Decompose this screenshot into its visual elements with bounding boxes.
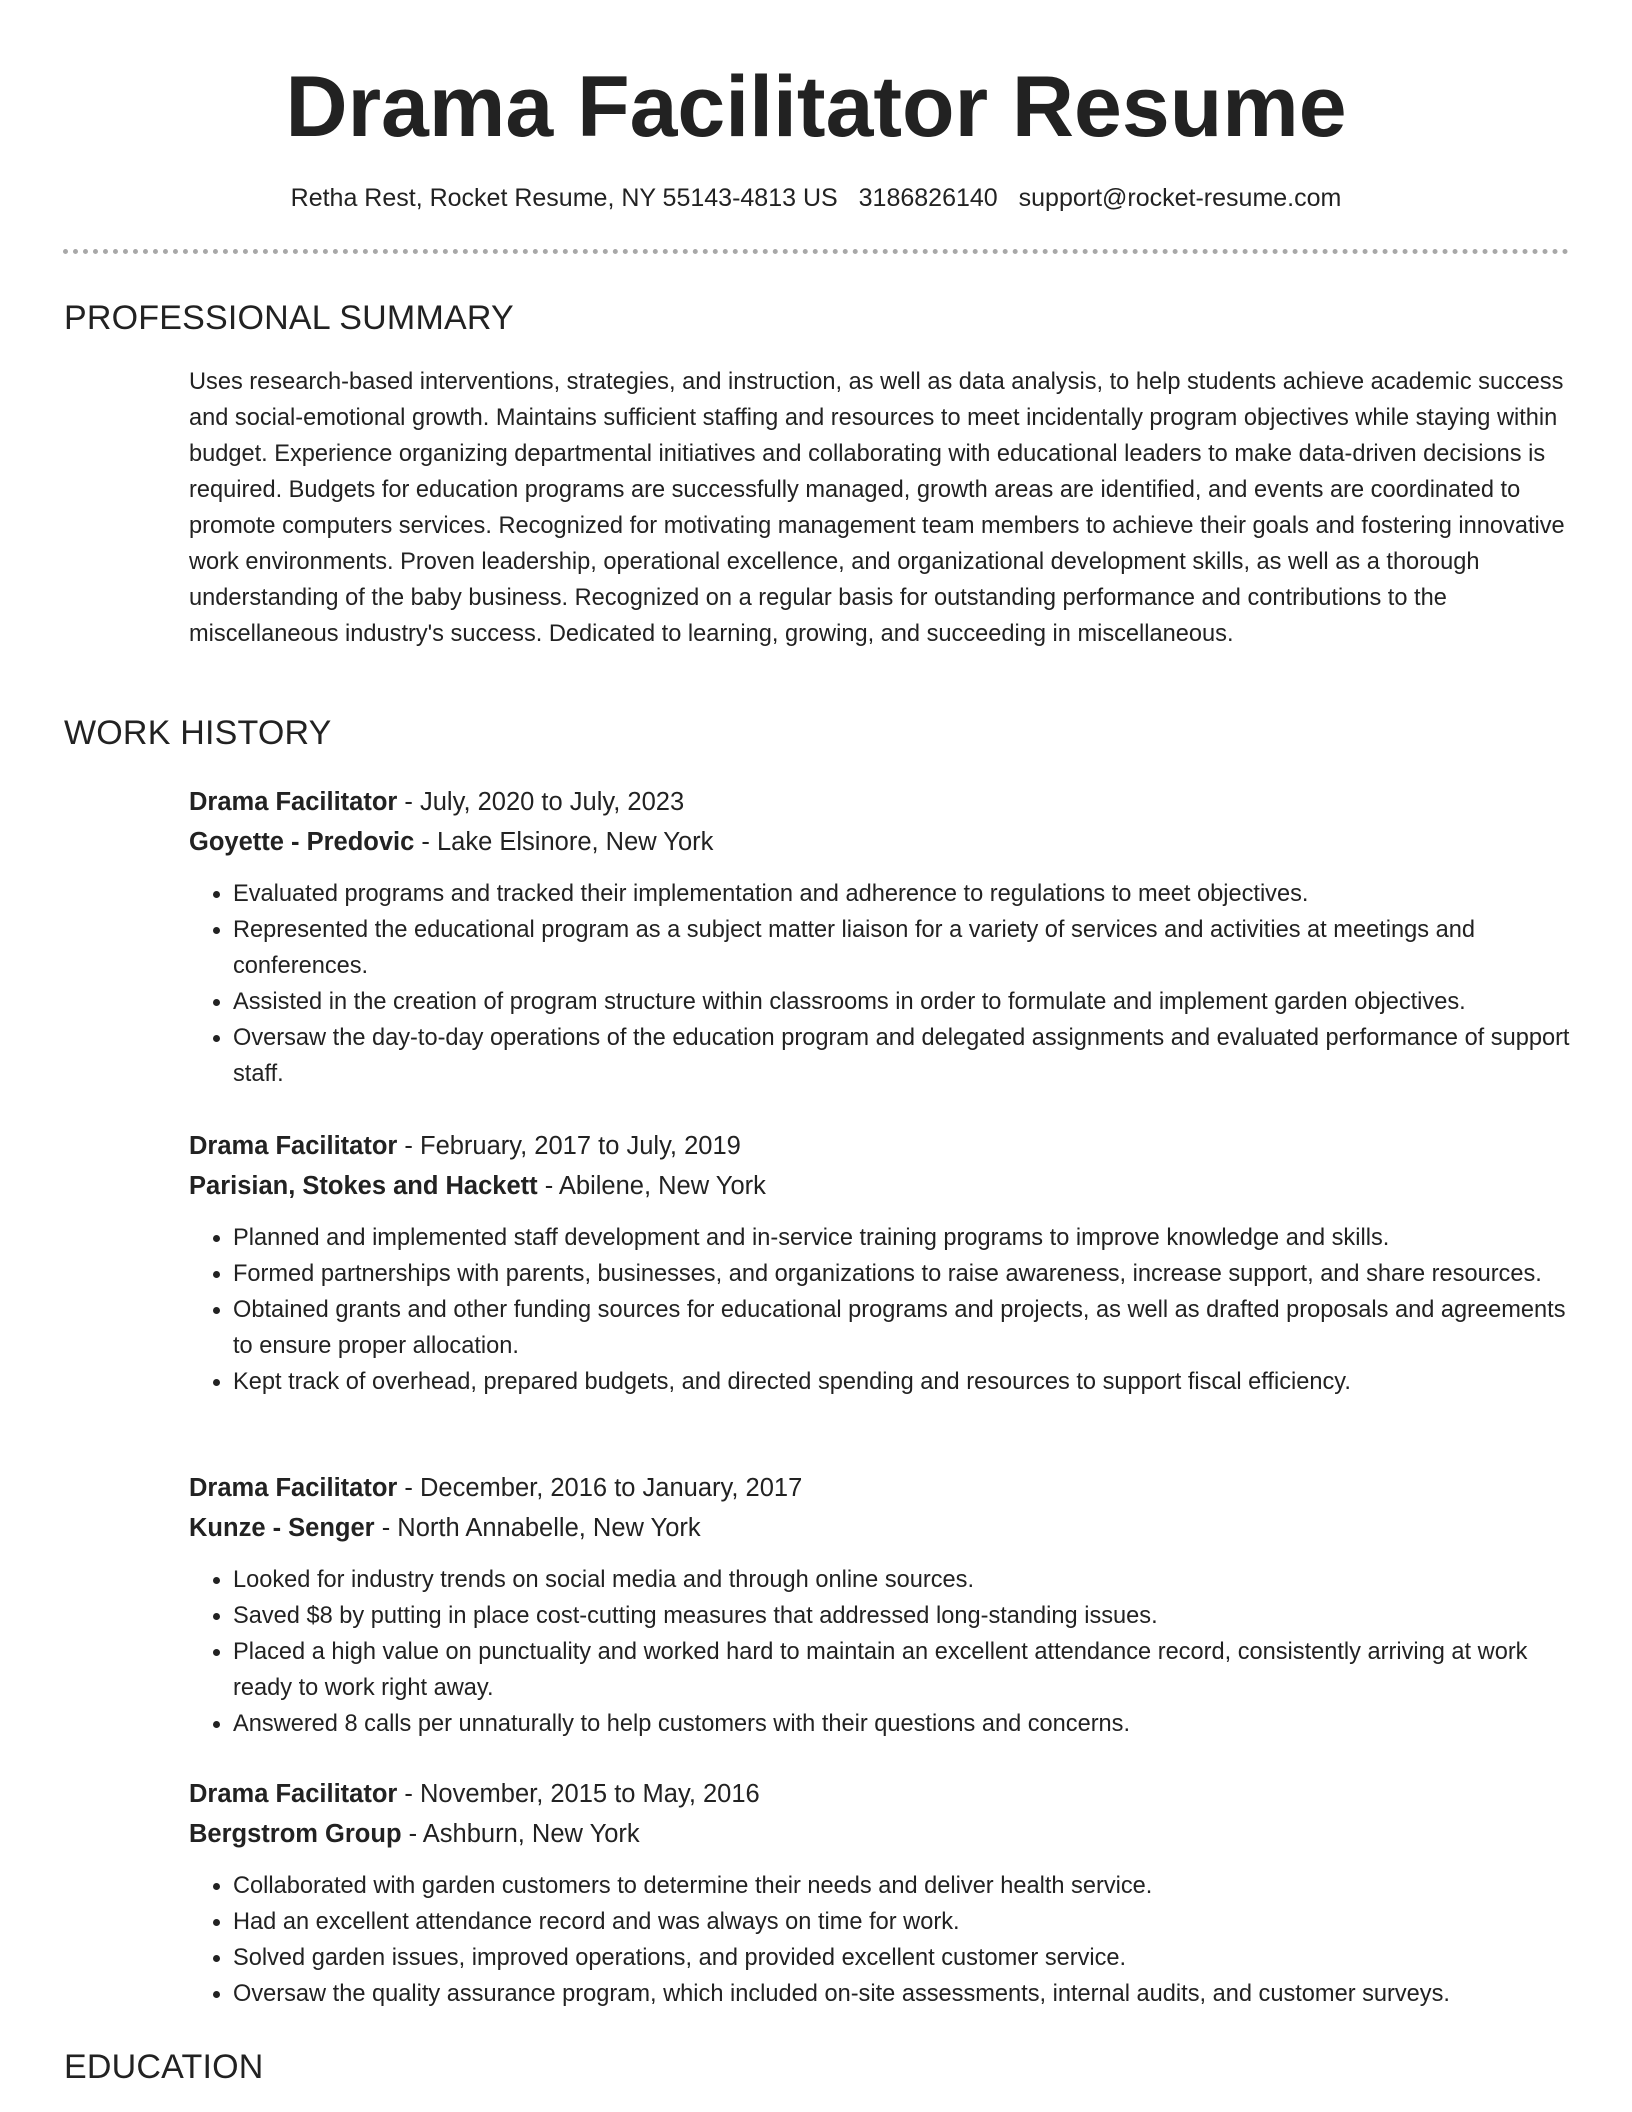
job-role: Drama Facilitator <box>189 1780 398 1808</box>
contact-address: Retha Rest, Rocket Resume, NY 55143-4813 US <box>290 184 838 212</box>
job-location: - North Annabelle, New York <box>374 1514 701 1542</box>
job-company-line <box>189 1814 1579 1854</box>
contact-email: support@rocket-resume.com <box>1018 184 1342 212</box>
contact-line <box>0 180 1632 216</box>
job-title-line <box>189 782 1579 822</box>
job-dates: - July, 2020 to July, 2023 <box>397 788 685 816</box>
job-bullets <box>189 1868 1579 2012</box>
header-divider <box>63 249 1569 254</box>
job-entry <box>189 1774 1579 2012</box>
list-item: • Had an excellent attendance record and was always on time for work. <box>233 1904 1579 1940</box>
job-entry <box>189 1468 1579 1742</box>
resume-title: Drama Facilitator Resume <box>285 59 1347 155</box>
job-role: Drama Facilitator <box>189 1132 398 1160</box>
job-dates: - February, 2017 to July, 2019 <box>397 1132 741 1160</box>
list-item: • Represented the educational program as a subject matter liaison for a variety of services and activities at meetings and conferences. <box>233 912 1579 984</box>
job-dates: - December, 2016 to January, 2017 <box>397 1474 803 1502</box>
education-heading: EDUCATION <box>64 2048 264 2086</box>
job-bullets <box>189 1220 1579 1400</box>
job-location: - Ashburn, New York <box>401 1820 640 1848</box>
job-title-line <box>189 1126 1579 1166</box>
list-item: • Oversaw the day-to-day operations of the education program and delegated assignments and evaluated performance of support staff. <box>233 1020 1579 1092</box>
list-item: • Looked for industry trends on social media and through online sources. <box>233 1562 1579 1598</box>
list-item: • Assisted in the creation of program structure within classrooms in order to formulate and implement garden objectives. <box>233 984 1579 1020</box>
job-company-line <box>189 822 1579 862</box>
job-company: Kunze - Senger <box>189 1514 375 1542</box>
list-item: • Collaborated with garden customers to determine their needs and deliver health service. <box>233 1868 1579 1904</box>
job-location: - Abilene, New York <box>537 1172 766 1200</box>
job-role: Drama Facilitator <box>189 1474 398 1502</box>
list-item: • Planned and implemented staff development and in-service training programs to improve knowledge and skills. <box>233 1220 1579 1256</box>
list-item: • Formed partnerships with parents, businesses, and organizations to raise awareness, increase support, and share resources. <box>233 1256 1579 1292</box>
job-entry <box>189 1126 1579 1400</box>
job-role: Drama Facilitator <box>189 788 398 816</box>
contact-phone: 3186826140 <box>858 184 998 212</box>
job-bullets <box>189 1562 1579 1742</box>
list-item: • Saved $8 by putting in place cost-cutting measures that addressed long-standing issues. <box>233 1598 1579 1634</box>
job-company: Parisian, Stokes and Hackett <box>189 1172 538 1200</box>
job-company: Goyette - Predovic <box>189 828 415 856</box>
job-company-line <box>189 1166 1579 1206</box>
list-item: • Answered 8 calls per unnaturally to help customers with their questions and concerns. <box>233 1706 1579 1742</box>
list-item: • Oversaw the quality assurance program, which included on-site assessments, internal audits, and customer surveys. <box>233 1976 1579 2012</box>
list-item: • Solved garden issues, improved operations, and provided excellent customer service. <box>233 1940 1579 1976</box>
summary-text: Uses research-based interventions, strategies, and instruction, as well as data analysis, to help students achieve academic success and social-emotional growth. Maintains sufficient staffing and resources to meet incidentally program objectives while staying within budget. Experience organizing departmental initiatives and collaborating with educational leaders to make data-driven decisions is required. Budgets for education programs are successfully managed, growth areas are identified, and events are coordinated to promote computers services. Recognized for motivating management team members to achieve their goals and fostering innovative work environments. Proven leadership, operational excellence, and organizational development skills, as well as a thorough understanding of the baby business. Recognized on a regular basis for outstanding performance and contributions to the miscellaneous industry's success. Dedicated to learning, growing, and succeeding in miscellaneous. <box>189 369 1565 647</box>
summary-heading: PROFESSIONAL SUMMARY <box>64 299 514 337</box>
job-company: Bergstrom Group <box>189 1820 402 1848</box>
list-item: • Placed a high value on punctuality and worked hard to maintain an excellent attendance record, consistently arriving at work ready to work right away. <box>233 1634 1579 1706</box>
list-item: • Obtained grants and other funding sources for educational programs and projects, as well as drafted proposals and agreements to ensure proper allocation. <box>233 1292 1579 1364</box>
work-history-heading: WORK HISTORY <box>64 714 332 752</box>
list-item: • Kept track of overhead, prepared budgets, and directed spending and resources to support fiscal efficiency. <box>233 1364 1579 1400</box>
job-title-line <box>189 1774 1579 1814</box>
job-entry <box>189 782 1579 1092</box>
job-title-line <box>189 1468 1579 1508</box>
list-item: • Evaluated programs and tracked their implementation and adherence to regulations to meet objectives. <box>233 876 1579 912</box>
job-bullets <box>189 876 1579 1092</box>
job-company-line <box>189 1508 1579 1548</box>
job-location: - Lake Elsinore, New York <box>414 828 714 856</box>
job-dates: - November, 2015 to May, 2016 <box>397 1780 760 1808</box>
